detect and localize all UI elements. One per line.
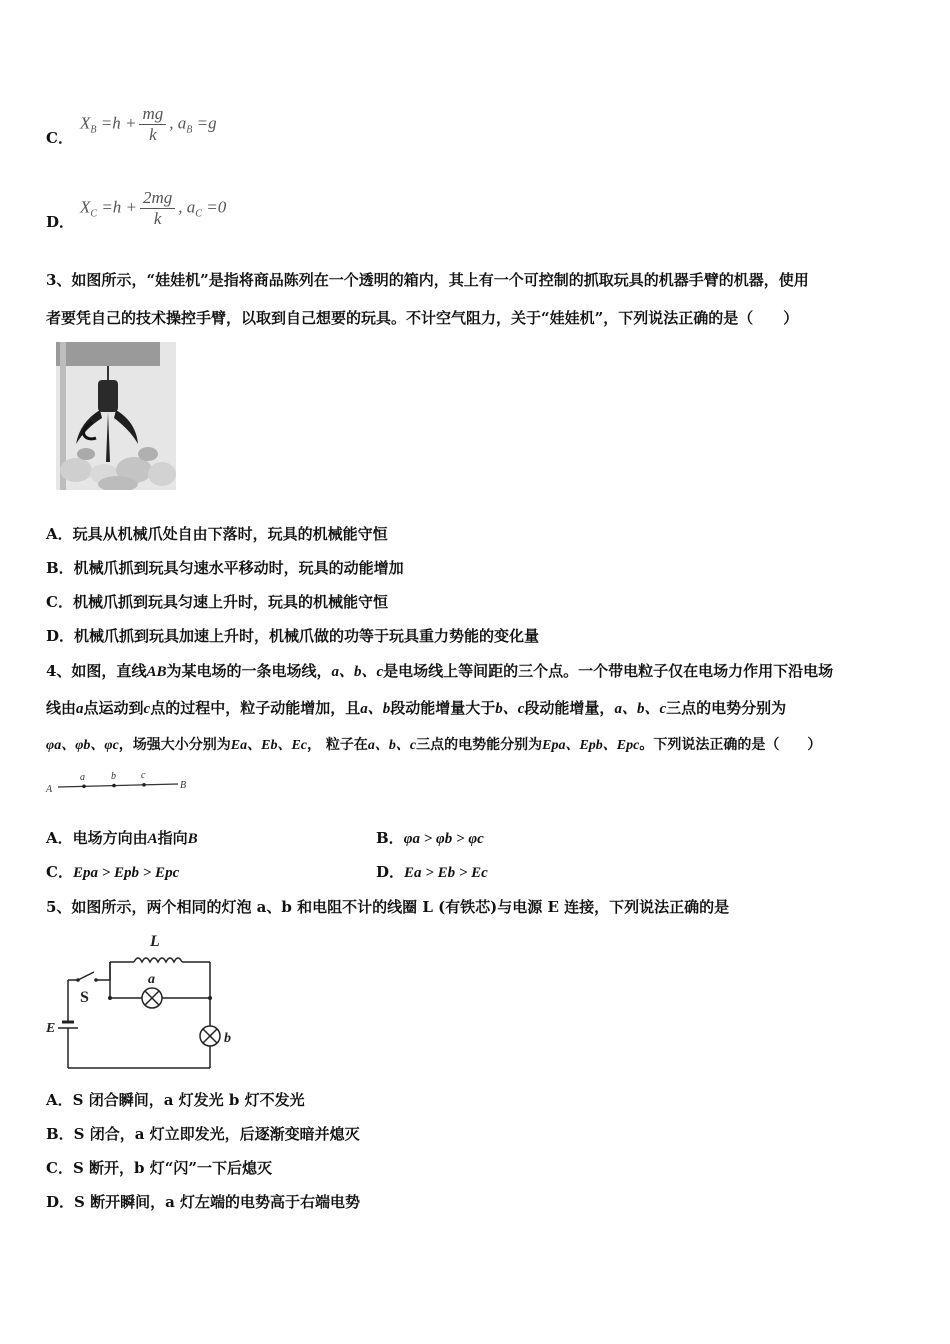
q4-option-d: D．Ea > Eb > Ec (376, 863, 488, 881)
label-a: a (80, 772, 85, 783)
formula-d: $X_C =h$ + $\frac{2mg}{k}$ , $a_C =0$ (80, 188, 227, 228)
q3-stem-line2: 者要凭自己的技术操控手臂，以取到自己想要的玩具。不计空气阻力，关于“娃娃机”，下列说法正确的是（ ） (46, 309, 799, 327)
claw-machine-illustration (56, 342, 176, 490)
fraction: $\frac{mg}{k}$ (139, 104, 166, 145)
option-label: D． (46, 213, 75, 231)
q3-option-a: A．玩具从机械爪处自由下落时，玩具的机械能守恒 (46, 525, 388, 543)
q4-stem-line1: 4、如图，直线AB为某电场的一条电场线，a、b、c是电场线上等间距的三个点。一个带电粒子仅在电场力作用下沿电场 (46, 662, 834, 680)
q3-option-c: C．机械爪抓到玩具匀速上升时，玩具的机械能守恒 (46, 593, 388, 611)
q4-stem-line3: φa、φb、φc，场强大小分别为Ea、Eb、Ec， 粒子在a、b、c三点的电势能分别为Epa、Epb、Epc。下列说法正确的是（ ） (46, 737, 822, 753)
label-B: B (180, 780, 187, 791)
label-b: b (224, 1031, 231, 1046)
q5-option-a: A．S 闭合瞬间，a 灯发光 b 灯不发光 (46, 1091, 305, 1109)
q4-option-a: A．电场方向由A指向B (46, 829, 198, 847)
circuit-figure (44, 928, 244, 1076)
label-c: c (141, 770, 146, 781)
q3-option-b: B．机械爪抓到玩具匀速水平移动时，玩具的动能增加 (46, 559, 404, 577)
claw-machine-photo (56, 342, 176, 490)
q3-stem-line1: 3、如图所示，“娃娃机”是指将商品陈列在一个透明的箱内，其上有一个可控制的抓取玩具的机器手臂的机器，使用 (46, 271, 809, 289)
q5-option-b: B．S 闭合，a 灯立即发光，后逐渐变暗并熄灭 (46, 1125, 360, 1143)
q4-stem-line2: 线由a点运动到c点的过程中，粒子动能增加，且a、b段动能增量大于b、c段动能增量，a、b、c三点的电势分别为 (46, 699, 787, 717)
q5-option-c: C．S 断开，b 灯“闪”一下后熄灭 (46, 1159, 272, 1177)
q4-option-c: C．Epa > Epb > Epc (46, 863, 180, 881)
field-line-svg (44, 768, 194, 796)
field-line-figure (44, 768, 194, 796)
label-L: L (150, 933, 160, 950)
fraction: $\frac{2mg}{k}$ (140, 188, 175, 229)
label-b: b (111, 771, 116, 782)
formula-c: $X_B =h$ + $\frac{mg}{k}$ , $a_B =g$ (80, 104, 217, 144)
circuit-diagram (44, 928, 244, 1076)
q5-stem: 5、如图所示，两个相同的灯泡 a、b 和电阻不计的线圈 L (有铁芯)与电源 E 连接，下列说法正确的是 (46, 898, 730, 916)
label-A: A (46, 784, 53, 795)
label-E: E (46, 1021, 56, 1036)
q4-option-b: B．φa > φb > φc (376, 829, 484, 847)
label-a: a (148, 972, 155, 987)
option-label: C． (46, 129, 73, 147)
label-S: S (80, 989, 89, 1006)
q3-option-d: D．机械爪抓到玩具加速上升时，机械爪做的功等于玩具重力势能的变化量 (46, 627, 540, 645)
q5-option-d: D．S 断开瞬间，a 灯左端的电势高于右端电势 (46, 1193, 361, 1211)
